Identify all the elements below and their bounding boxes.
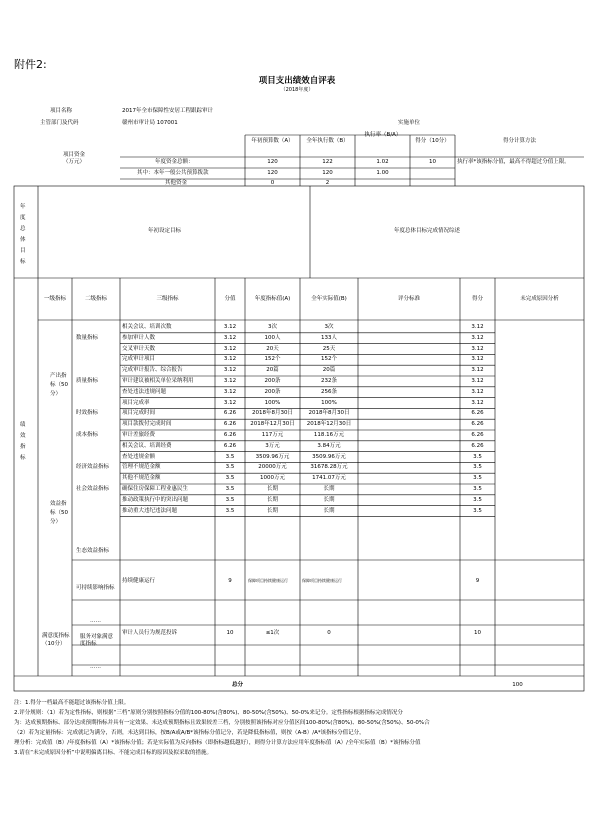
row-actual: 2018年12月30日 bbox=[306, 421, 352, 428]
row-target: 200条 bbox=[264, 388, 281, 395]
total-b: 122 bbox=[322, 159, 333, 165]
note-line: 3.请在“未完成原因分析”中说明偏离目标、不能完成目标的原因及拟采取的措施。 bbox=[14, 750, 212, 756]
note-line: 2.评分规则：（1）若为定性指标，则根据“三档”原则分别按照指标分值的100-80%(含80%)、80-50%(含50%)、50-0%来记分。定性指标根据指标完成情况分 bbox=[14, 710, 403, 716]
row-actual: 20篇 bbox=[322, 367, 336, 374]
notes bbox=[14, 698, 584, 758]
output-l1-label: 产出指标（50分） bbox=[50, 373, 68, 397]
row-actual: 232条 bbox=[321, 378, 337, 384]
row-l3: 审计差旅经费 bbox=[122, 432, 156, 438]
page-subtitle: （2018年度） bbox=[280, 87, 314, 93]
row-target: 20000万元 bbox=[258, 464, 287, 471]
satisfy-l3: 审计人员行为规范投诉 bbox=[122, 630, 178, 636]
project-name-label: 项目名称 bbox=[50, 108, 73, 114]
row-actual: 长期 bbox=[323, 507, 335, 514]
fiscal-a: 120 bbox=[267, 170, 278, 176]
row-actual: 31678.28万元 bbox=[310, 464, 348, 471]
row-weight: 6.26 bbox=[223, 432, 237, 438]
satisfy-score: 10 bbox=[474, 630, 481, 636]
row-target: 3509.96万元 bbox=[255, 453, 290, 460]
row-l3: 相关会议、培训次数 bbox=[122, 324, 172, 330]
effect-dots: …… bbox=[90, 618, 101, 624]
row-score: 3.5 bbox=[473, 453, 482, 460]
row-weight: 3.12 bbox=[223, 356, 237, 363]
row-weight: 3.12 bbox=[223, 345, 237, 352]
row-weight: 3.12 bbox=[223, 367, 237, 374]
row-actual: 3509.96万元 bbox=[312, 453, 346, 460]
row-l2: 成本指标 bbox=[76, 432, 99, 438]
page-title: 项目支出绩效自评表 bbox=[258, 76, 336, 86]
row-weight: 6.26 bbox=[223, 421, 237, 428]
note-line: 为：达成预期指标、部分达成预期指标并具有一定效果、未达成预期指标且效果较差三档，分别按照该指标对应分值区间100-80%(含80%)、80-50%(含50%)、50-0%合 bbox=[14, 720, 430, 726]
goals-section-label: 年度总体目标 bbox=[20, 204, 26, 265]
satisfy-target: ≤1次 bbox=[265, 630, 280, 636]
row-actual: 长期 bbox=[323, 486, 335, 492]
total-score: 10 bbox=[429, 159, 436, 165]
row-weight: 3.12 bbox=[223, 399, 237, 406]
row-score: 3.12 bbox=[471, 367, 484, 374]
row-fiscal-label: 其中：本年一般公共预算拨款 bbox=[137, 170, 209, 176]
satisfy-dots: …… bbox=[90, 664, 101, 670]
row-l3: 查处违法违规问题 bbox=[122, 388, 167, 395]
fiscal-rate: 1.00 bbox=[376, 170, 389, 176]
row-weight: 6.26 bbox=[223, 442, 237, 449]
row-actual: 3.84万元 bbox=[317, 442, 341, 449]
row-l3: 相关会议、培训经费 bbox=[122, 442, 172, 449]
row-weight: 3.5 bbox=[225, 475, 235, 482]
row-score: 3.12 bbox=[471, 388, 484, 395]
satisfy-weight: 10 bbox=[226, 630, 234, 636]
col-full-year: 全年执行数（B） bbox=[306, 138, 349, 144]
note-line: 理分析：完成值（B）/年度指标值（A）*该指标分值；若是实际值为反向指标（即指标越低越好），则得分计算方法应用年度指标值（A）/全年实际值（B）*该指标分值 bbox=[14, 740, 421, 746]
row-l2: 数量指标 bbox=[76, 334, 99, 341]
row-weight: 3.5 bbox=[225, 464, 235, 471]
row-l2: 经济效益指标 bbox=[76, 464, 110, 471]
row-score: 3.12 bbox=[471, 345, 484, 352]
col-actual: 全年实际值(B) bbox=[311, 296, 347, 302]
row-score: 3.12 bbox=[471, 399, 484, 406]
row-score: 3.12 bbox=[471, 334, 484, 341]
row-l3: 项目完成时间 bbox=[122, 410, 156, 417]
goals-actual-label: 年度总体目标完成情况综述 bbox=[394, 228, 461, 234]
row-score: 3.5 bbox=[473, 496, 482, 503]
row-actual: 25天 bbox=[322, 345, 336, 352]
row-actual: 256条 bbox=[321, 388, 337, 395]
method-text: 执行率*该指标分值，最高不得超过分值上限。 bbox=[457, 159, 570, 165]
row-score: 3.12 bbox=[471, 324, 484, 330]
attachment-label: 附件2: bbox=[14, 58, 47, 71]
sustain-l3: 持续健康运行 bbox=[122, 578, 156, 584]
col-initial: 年初预算数（A） bbox=[251, 138, 294, 144]
total-rate: 1.02 bbox=[376, 159, 389, 165]
row-weight: 3.5 bbox=[225, 453, 235, 460]
col-l3: 三级指标 bbox=[156, 296, 179, 302]
sustain-weight: 9 bbox=[228, 578, 232, 584]
row-actual: 1741.07万元 bbox=[312, 475, 346, 482]
impl-unit-label: 实施单位 bbox=[398, 120, 421, 126]
row-target: 100人 bbox=[264, 334, 281, 341]
row-target: 长期 bbox=[266, 496, 278, 503]
row-weight: 3.5 bbox=[225, 486, 235, 492]
col-score-perf: 得分 bbox=[471, 296, 483, 302]
sustain-actual: 保障项目持续健康运行 bbox=[302, 578, 342, 583]
note-line: 注：1.得分一档最高不能超过该指标分值上限。 bbox=[14, 700, 130, 706]
row-l2: 社会效益指标 bbox=[76, 486, 110, 492]
project-name-value: 2017年全市保障性安居工程跟踪审计 bbox=[122, 108, 213, 114]
row-target: 200条 bbox=[264, 378, 281, 384]
row-l3: 交叉审计天数 bbox=[122, 345, 156, 352]
satisfy-actual: 0 bbox=[327, 630, 331, 636]
dept-label: 主管部门及代码 bbox=[40, 120, 79, 126]
row-score: 3.5 bbox=[473, 475, 482, 482]
col-l2: 二级指标 bbox=[84, 296, 107, 302]
row-score: 3.5 bbox=[473, 507, 482, 514]
row-weight: 3.12 bbox=[223, 378, 237, 384]
effect-l1-label: 效益指标（50分） bbox=[50, 501, 68, 525]
row-weight: 3.12 bbox=[223, 334, 237, 341]
row-l3: 完成审计报告、综合报告 bbox=[122, 367, 183, 374]
col-score: 得分（10分） bbox=[415, 138, 450, 144]
sustain-l2-label: 可持续影响指标 bbox=[76, 585, 115, 591]
dept-value: 赣州市审计局 107001 bbox=[122, 120, 178, 126]
perf-section-label: 绩效指标 bbox=[20, 422, 26, 461]
row-score: 6.26 bbox=[471, 432, 484, 438]
other-b: 2 bbox=[325, 180, 330, 186]
row-score: 3.5 bbox=[473, 464, 482, 471]
row-weight: 3.12 bbox=[223, 324, 237, 330]
row-weight: 3.12 bbox=[223, 388, 237, 395]
row-actual: 118.16万元 bbox=[313, 432, 345, 438]
row-target: 117万元 bbox=[261, 432, 284, 438]
row-score: 6.26 bbox=[471, 421, 484, 428]
row-target: 20篇 bbox=[266, 367, 279, 374]
row-score: 3.5 bbox=[473, 486, 482, 492]
col-weight: 分值 bbox=[224, 296, 236, 302]
col-rate: 执行率（B/A） bbox=[364, 132, 402, 138]
row-target: 152个 bbox=[264, 356, 281, 363]
row-weight: 3.5 bbox=[225, 507, 235, 514]
row-actual: 3次 bbox=[324, 324, 334, 330]
row-l3: 项目完成率 bbox=[122, 399, 150, 406]
note-line: （2）若为定量指标：完成就记为满分，否则，未达到目标，按B/A或A/B*该指标分值记分，若是降低指标值，则按（A-B）/A*该指标分值记分， bbox=[14, 730, 365, 736]
row-l3: 项目款拨付完成时间 bbox=[122, 421, 172, 428]
row-actual: 100% bbox=[321, 399, 337, 406]
row-target: 20天 bbox=[266, 345, 279, 352]
goals-planned-label: 年初设定目标 bbox=[148, 228, 182, 234]
row-l2: 质量指标 bbox=[76, 378, 99, 384]
row-score: 3.12 bbox=[471, 356, 484, 363]
row-target: 100% bbox=[264, 399, 281, 406]
row-target: 长期 bbox=[266, 486, 278, 492]
row-l3: 参加审计人数 bbox=[122, 334, 156, 341]
row-weight: 3.5 bbox=[225, 496, 235, 503]
row-target: 1000万元 bbox=[260, 475, 285, 482]
row-l3: 完成审计项目 bbox=[122, 356, 156, 363]
row-l3: 推动重大违纪违法问题 bbox=[122, 507, 178, 514]
row-weight: 6.26 bbox=[223, 410, 237, 417]
row-target: 长期 bbox=[266, 507, 278, 514]
row-score: 6.26 bbox=[471, 442, 484, 449]
row-actual: 2018年8月30日 bbox=[308, 410, 350, 417]
eco-l2-label: 生态效益指标 bbox=[76, 548, 110, 554]
sustain-target: 保障项目持续健康运行 bbox=[248, 578, 288, 583]
row-total-label: 年度资金总额： bbox=[155, 159, 194, 165]
col-standard: 评分标准 bbox=[397, 296, 420, 302]
row-score: 6.26 bbox=[471, 410, 484, 417]
total-a: 120 bbox=[267, 159, 278, 165]
sustain-score: 9 bbox=[475, 578, 480, 584]
fiscal-b: 120 bbox=[322, 170, 333, 176]
row-actual: 152个 bbox=[321, 356, 337, 363]
col-method: 得分计算方法 bbox=[502, 138, 536, 144]
row-target: 2018年12月30日 bbox=[250, 421, 295, 428]
total-score-value: 100 bbox=[512, 682, 523, 688]
other-a: 0 bbox=[270, 180, 275, 186]
total-label: 总分 bbox=[231, 682, 243, 688]
row-l3: 确保住房保障工程业惠民生 bbox=[122, 486, 189, 492]
row-target: 3万元 bbox=[265, 442, 280, 449]
row-actual: 133人 bbox=[321, 334, 337, 341]
row-l3: 审计建议被相关单位采纳利用 bbox=[122, 378, 194, 384]
satisfy-l2-label: 服务对象满意度指标 bbox=[80, 634, 114, 647]
row-score: 3.12 bbox=[471, 378, 484, 384]
row-target: 2018年8月30日 bbox=[252, 410, 293, 417]
row-l3: 其他不规范金额 bbox=[122, 475, 161, 482]
satisfaction-l1-label: 满意度指标（10分） bbox=[42, 633, 70, 647]
col-reason: 未完成原因分析 bbox=[520, 296, 559, 302]
row-l3: 推动政策执行中的突出问题 bbox=[122, 496, 189, 503]
col-target: 年度指标值(A) bbox=[254, 296, 291, 302]
row-other-label: 其他资金 bbox=[165, 180, 188, 186]
row-l3: 管理不规范金额 bbox=[122, 464, 161, 471]
funds-label: 项目资金 （万元） bbox=[62, 152, 85, 165]
row-l2: 时效指标 bbox=[76, 410, 99, 417]
row-l3: 查处违规金额 bbox=[122, 453, 156, 460]
row-actual: 长期 bbox=[323, 496, 335, 503]
col-l1: 一级指标 bbox=[43, 296, 66, 302]
row-target: 3次 bbox=[268, 324, 277, 330]
